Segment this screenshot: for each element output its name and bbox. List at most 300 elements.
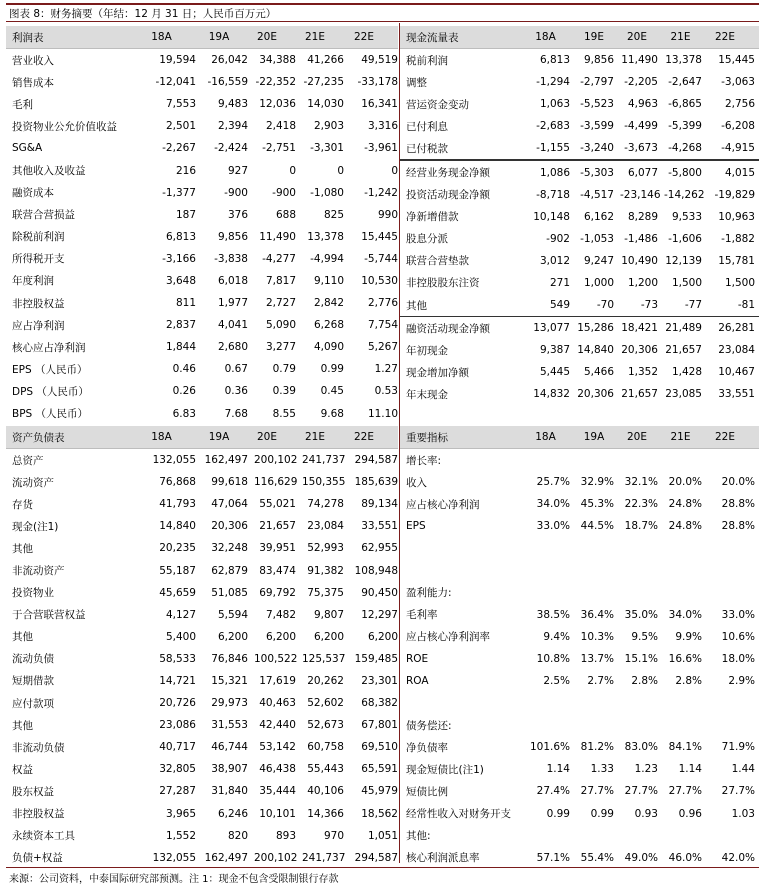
row-value: 4,127 (165, 608, 196, 621)
table-row (6, 449, 398, 471)
table-row (6, 493, 398, 515)
row-value: 47,064 (211, 498, 248, 511)
row-value: -1,377 (162, 186, 196, 199)
row-value: 31,840 (211, 785, 248, 798)
row-value: 27.7% (668, 785, 702, 798)
row-value: 34,388 (259, 54, 296, 67)
row-value: 18,421 (621, 322, 658, 335)
row-value: 1,200 (627, 276, 658, 289)
ratios-year: 22E (715, 431, 735, 443)
row-value: 76,846 (211, 652, 248, 665)
row-label: 联营合营损益 (12, 209, 75, 222)
row-value: 81.2% (580, 741, 614, 754)
table-row (400, 515, 759, 537)
row-value: 11,490 (259, 230, 296, 243)
row-value: -4,499 (624, 120, 658, 133)
row-label: 毛利 (12, 98, 33, 111)
table-row (400, 160, 759, 183)
row-value: 45,979 (361, 785, 398, 798)
row-value: 20,262 (307, 674, 344, 687)
row-value: 1.27 (374, 363, 398, 376)
ratios-rows (400, 449, 759, 869)
row-value: 53,142 (259, 741, 296, 754)
row-value: 18.0% (721, 652, 755, 665)
row-label: 营运资金变动 (406, 98, 469, 111)
row-value: 108,948 (354, 564, 398, 577)
row-label: 增长率: (406, 454, 442, 467)
row-value: 9,483 (217, 98, 248, 111)
row-value: 12,297 (361, 608, 398, 621)
row-value: -1,155 (536, 142, 570, 155)
row-label: 其他收入及收益 (12, 165, 86, 178)
balance-header-label: 资产负债表 (12, 431, 65, 444)
row-value: 10,963 (718, 210, 755, 223)
row-label: 现金短债比(注1) (406, 763, 484, 776)
row-value: 3,277 (265, 341, 296, 354)
balance-rows (6, 449, 398, 869)
row-value: 9,856 (583, 54, 614, 67)
row-value: -1,242 (364, 186, 398, 199)
row-value: -1,080 (310, 186, 344, 199)
row-label: 投资物业公允价值收益 (12, 120, 117, 133)
row-value: 27.7% (580, 785, 614, 798)
cashflow-statement-panel (400, 26, 759, 406)
row-value: 32,248 (211, 542, 248, 555)
row-value: 39,951 (259, 542, 296, 555)
row-label: 已付利息 (406, 120, 448, 133)
row-value: 29,973 (211, 697, 248, 710)
row-value: 20,306 (621, 344, 658, 357)
row-value: 10.8% (536, 652, 570, 665)
table-row (6, 471, 398, 493)
table-row (400, 493, 759, 515)
table-row (6, 49, 398, 71)
row-label: 现金(注1) (12, 520, 59, 533)
row-label: 存货 (12, 498, 33, 511)
row-value: 7,754 (367, 319, 398, 332)
cashflow-year: 22E (715, 31, 735, 43)
table-row (6, 71, 398, 93)
row-value: 0.96 (678, 807, 702, 820)
table-row (400, 115, 759, 137)
table-row (6, 270, 398, 292)
row-value: 825 (323, 208, 344, 221)
row-value: -1,882 (721, 232, 755, 245)
row-value: 49,519 (361, 54, 398, 67)
row-value: 0.45 (320, 385, 344, 398)
row-value: -81 (737, 299, 755, 312)
row-label: 盈利能力: (406, 587, 452, 600)
row-value: 46,744 (211, 741, 248, 754)
row-value: 38.5% (536, 608, 570, 621)
cashflow-header (400, 26, 759, 49)
row-value: 10,530 (361, 274, 398, 287)
balance-year: 19A (208, 431, 230, 443)
table-row (400, 49, 759, 71)
row-value: 6.83 (172, 407, 196, 420)
row-value: 36.4% (580, 608, 614, 621)
row-value: 57.1% (536, 851, 570, 864)
row-value: 13,077 (533, 322, 570, 335)
row-value: 132,055 (152, 454, 196, 467)
row-value: 45,659 (159, 586, 196, 599)
column-divider (399, 23, 400, 863)
row-value: 10,467 (718, 366, 755, 379)
row-value: 10,490 (621, 254, 658, 267)
row-value: 0.99 (546, 807, 570, 820)
row-value: -1,053 (580, 232, 614, 245)
row-value: 83,474 (259, 564, 296, 577)
row-label: 投资物业 (12, 587, 54, 600)
row-value: 0.99 (320, 363, 344, 376)
row-value: 22.3% (624, 498, 658, 511)
table-row (400, 803, 759, 825)
row-value: 0.26 (172, 385, 196, 398)
row-value: 26,042 (211, 54, 248, 67)
row-value: 17,619 (259, 674, 296, 687)
row-value: -5,800 (668, 166, 702, 179)
table-row (6, 582, 398, 604)
row-value: 20,726 (159, 697, 196, 710)
row-value: 41,793 (159, 498, 196, 511)
row-value: 2,727 (265, 297, 296, 310)
row-label: 毛利率 (406, 609, 438, 622)
table-row (6, 515, 398, 537)
row-label: 所得税开支 (12, 253, 65, 266)
ratios-year: 20E (627, 431, 647, 443)
row-value: 42,440 (259, 719, 296, 732)
row-value: 65,591 (361, 763, 398, 776)
row-value: 2.7% (587, 674, 614, 687)
row-value: 55.4% (580, 851, 614, 864)
row-value: 14,721 (159, 674, 196, 687)
table-row (400, 137, 759, 160)
row-value: 1,063 (539, 98, 570, 111)
row-value: -2,647 (668, 76, 702, 89)
row-value: 9.5% (631, 630, 658, 643)
row-value: 3,316 (367, 120, 398, 133)
row-value: 15,445 (718, 54, 755, 67)
row-value: 15,321 (211, 674, 248, 687)
row-value: 35.0% (624, 608, 658, 621)
row-value: 1,086 (539, 166, 570, 179)
row-value: 55,021 (259, 498, 296, 511)
row-value: 6,018 (217, 274, 248, 287)
cashflow-rows (400, 49, 759, 406)
row-value: 71.9% (721, 741, 755, 754)
row-label: 非控股权益 (12, 297, 65, 310)
row-value: 2.8% (631, 674, 658, 687)
row-value: 49.0% (624, 851, 658, 864)
row-value: 3,012 (539, 254, 570, 267)
balance-year: 21E (305, 431, 325, 443)
row-label: 负债+权益 (12, 852, 63, 865)
row-label: 债务偿还: (406, 719, 452, 732)
row-value: 16,341 (361, 98, 398, 111)
row-value: -2,797 (580, 76, 614, 89)
row-value: 31,553 (211, 719, 248, 732)
table-row (6, 403, 398, 425)
row-value: 2,776 (367, 297, 398, 310)
row-value: 11.10 (367, 407, 398, 420)
row-label: 非控股股东注资 (406, 277, 480, 290)
row-value: 32.1% (624, 476, 658, 489)
row-value: 1,977 (217, 297, 248, 310)
row-label: 于合营联营权益 (12, 609, 86, 622)
income-header (6, 26, 398, 49)
row-value: 187 (175, 208, 196, 221)
row-value: 20,306 (577, 388, 614, 401)
row-label: 联营合营垫款 (406, 255, 469, 268)
row-value: 52,673 (307, 719, 344, 732)
row-label: 投资活动现金净额 (406, 189, 490, 202)
row-value: 27.7% (624, 785, 658, 798)
row-value: 26,281 (718, 322, 755, 335)
row-value: 0.99 (590, 807, 614, 820)
row-value: 14,366 (307, 807, 344, 820)
row-value: 20.0% (721, 476, 755, 489)
row-value: 91,382 (307, 564, 344, 577)
row-value: 1,844 (165, 341, 196, 354)
table-row (400, 71, 759, 93)
row-value: 40,717 (159, 741, 196, 754)
income-statement-panel (6, 26, 398, 425)
table-row (400, 758, 759, 780)
row-value: 159,485 (354, 652, 398, 665)
table-row (6, 736, 398, 758)
row-value: 6,813 (165, 230, 196, 243)
row-value: 2,842 (313, 297, 344, 310)
table-row (6, 670, 398, 692)
table-row (6, 115, 398, 137)
income-year: 20E (257, 31, 277, 43)
row-value: 38,907 (211, 763, 248, 776)
row-value: 9,807 (313, 608, 344, 621)
row-value: 0 (391, 164, 398, 177)
row-value: 893 (275, 829, 296, 842)
row-value: -1,294 (536, 76, 570, 89)
row-value: 2.8% (675, 674, 702, 687)
row-value: 12,139 (665, 254, 702, 267)
row-value: 25.7% (536, 476, 570, 489)
row-value: 67,801 (361, 719, 398, 732)
row-value: 83.0% (624, 741, 658, 754)
table-row (400, 206, 759, 228)
row-value: 125,537 (302, 652, 346, 665)
row-value: 1.03 (731, 807, 755, 820)
table-row (6, 780, 398, 802)
row-value: 21,657 (665, 344, 702, 357)
row-value: 162,497 (204, 851, 248, 864)
row-value: 15,445 (361, 230, 398, 243)
row-value: 970 (323, 829, 344, 842)
table-row (6, 292, 398, 314)
row-value: 9,110 (313, 274, 344, 287)
row-value: 44.5% (580, 520, 614, 533)
table-row (6, 714, 398, 736)
row-value: 294,587 (354, 454, 398, 467)
row-value: 200,102 (254, 454, 298, 467)
row-value: 0.53 (374, 385, 398, 398)
row-value: -4,277 (262, 252, 296, 265)
row-value: 12,036 (259, 98, 296, 111)
balance-year: 20E (257, 431, 277, 443)
row-value: 69,510 (361, 741, 398, 754)
row-value: 24.8% (668, 520, 702, 533)
row-value: -4,517 (580, 188, 614, 201)
row-value: 84.1% (668, 741, 702, 754)
row-value: 3,648 (165, 274, 196, 287)
income-rows (6, 49, 398, 425)
row-value: 14,832 (533, 388, 570, 401)
table-row (6, 692, 398, 714)
table-row (400, 449, 759, 471)
row-value: 6,246 (217, 807, 248, 820)
row-value: 21,489 (665, 322, 702, 335)
row-value: 3,965 (165, 807, 196, 820)
row-value: 7.68 (224, 407, 248, 420)
row-value: -14,262 (664, 188, 705, 201)
row-value: 6,077 (627, 166, 658, 179)
row-value: 27,287 (159, 785, 196, 798)
row-label: 应占核心净利润 (406, 498, 480, 511)
row-value: 23,084 (718, 344, 755, 357)
row-value: -5,399 (668, 120, 702, 133)
income-year: 21E (305, 31, 325, 43)
row-value: 927 (227, 164, 248, 177)
row-value: 9,533 (671, 210, 702, 223)
row-label: 短期借款 (12, 675, 54, 688)
row-value: 0.67 (224, 363, 248, 376)
source-footnote: 来源：公司资料，中泰国际研究部预测。注 1：现金不包含受限制银行存款 (9, 874, 339, 885)
row-value: -3,673 (624, 142, 658, 155)
row-value: 116,629 (254, 476, 298, 489)
row-label: 经常性收入对财务开支 (406, 808, 511, 821)
ratios-header (400, 426, 759, 449)
row-label: 总资产 (12, 454, 44, 467)
row-value: -8,718 (536, 188, 570, 201)
row-value: 7,553 (165, 98, 196, 111)
row-value: 271 (549, 276, 570, 289)
row-label: 非流动负债 (12, 741, 65, 754)
table-row (400, 626, 759, 648)
row-value: 62,879 (211, 564, 248, 577)
row-value: 150,355 (302, 476, 346, 489)
table-row (400, 294, 759, 316)
row-value: 5,466 (583, 366, 614, 379)
table-row (400, 582, 759, 604)
row-value: 14,030 (307, 98, 344, 111)
row-value: 20.0% (668, 476, 702, 489)
row-value: -2,267 (162, 142, 196, 155)
row-label: 销售成本 (12, 76, 54, 89)
table-row (400, 250, 759, 272)
row-value: 1.33 (590, 763, 614, 776)
row-value: 162,497 (204, 454, 248, 467)
row-value: -3,599 (580, 120, 614, 133)
row-value: 13.7% (580, 652, 614, 665)
row-value: -2,424 (214, 142, 248, 155)
table-row (6, 537, 398, 559)
table-row (400, 537, 759, 559)
row-value: 10.3% (580, 630, 614, 643)
row-value: 2,418 (265, 120, 296, 133)
row-value: 13,378 (307, 230, 344, 243)
row-label: 年末现金 (406, 388, 448, 401)
balance-header (6, 426, 398, 449)
income-year: 18A (151, 31, 172, 43)
row-value: 58,533 (159, 652, 196, 665)
table-row (6, 380, 398, 402)
row-label: 其他: (406, 830, 431, 843)
row-label: ROE (406, 652, 429, 665)
row-value: 33,551 (361, 520, 398, 533)
table-row (6, 204, 398, 226)
row-label: 应占净利润 (12, 319, 65, 332)
row-value: 74,278 (307, 498, 344, 511)
table-row (400, 471, 759, 493)
row-value: -900 (272, 186, 296, 199)
row-value: 75,375 (307, 586, 344, 599)
table-row (400, 736, 759, 758)
row-value: -3,301 (310, 142, 344, 155)
row-value: -19,829 (714, 188, 755, 201)
row-value: -23,146 (620, 188, 661, 201)
row-label: 其他 (12, 719, 33, 732)
row-value: -902 (546, 232, 570, 245)
row-label: 净负债率 (406, 741, 448, 754)
row-value: 32,805 (159, 763, 196, 776)
row-value: -2,751 (262, 142, 296, 155)
row-value: 10,148 (533, 210, 570, 223)
row-label: 融资活动现金净额 (406, 322, 490, 335)
row-value: 6,200 (367, 630, 398, 643)
row-value: -77 (684, 299, 702, 312)
row-value: 0 (289, 164, 296, 177)
ratios-year: 18A (535, 431, 556, 443)
row-label: 净新增借款 (406, 211, 459, 224)
row-label: 应占核心净利润率 (406, 631, 490, 644)
row-label: 营业收入 (12, 54, 54, 67)
table-row (400, 780, 759, 802)
row-value: 16.6% (668, 652, 702, 665)
row-value: 6,200 (217, 630, 248, 643)
row-value: 5,400 (165, 630, 196, 643)
row-value: 46,438 (259, 763, 296, 776)
balance-year: 18A (151, 431, 172, 443)
table-row (6, 559, 398, 581)
row-value: 1.14 (678, 763, 702, 776)
row-value: -5,303 (580, 166, 614, 179)
row-value: 1.44 (731, 763, 755, 776)
row-value: 241,737 (302, 454, 346, 467)
row-value: 4,041 (217, 319, 248, 332)
row-value: 1,500 (724, 276, 755, 289)
row-value: 76,868 (159, 476, 196, 489)
row-value: 9.4% (543, 630, 570, 643)
row-label: 收入 (406, 476, 427, 489)
row-value: 101.6% (529, 741, 570, 754)
row-value: -3,838 (214, 252, 248, 265)
table-row (400, 361, 759, 383)
row-label: 经营业务现金净额 (406, 167, 490, 180)
row-value: 6,162 (583, 210, 614, 223)
row-value: 2,756 (724, 98, 755, 111)
ratios-year: 21E (670, 431, 691, 443)
row-value: 52,602 (307, 697, 344, 710)
row-value: 20,235 (159, 542, 196, 555)
row-value: 34.0% (668, 608, 702, 621)
